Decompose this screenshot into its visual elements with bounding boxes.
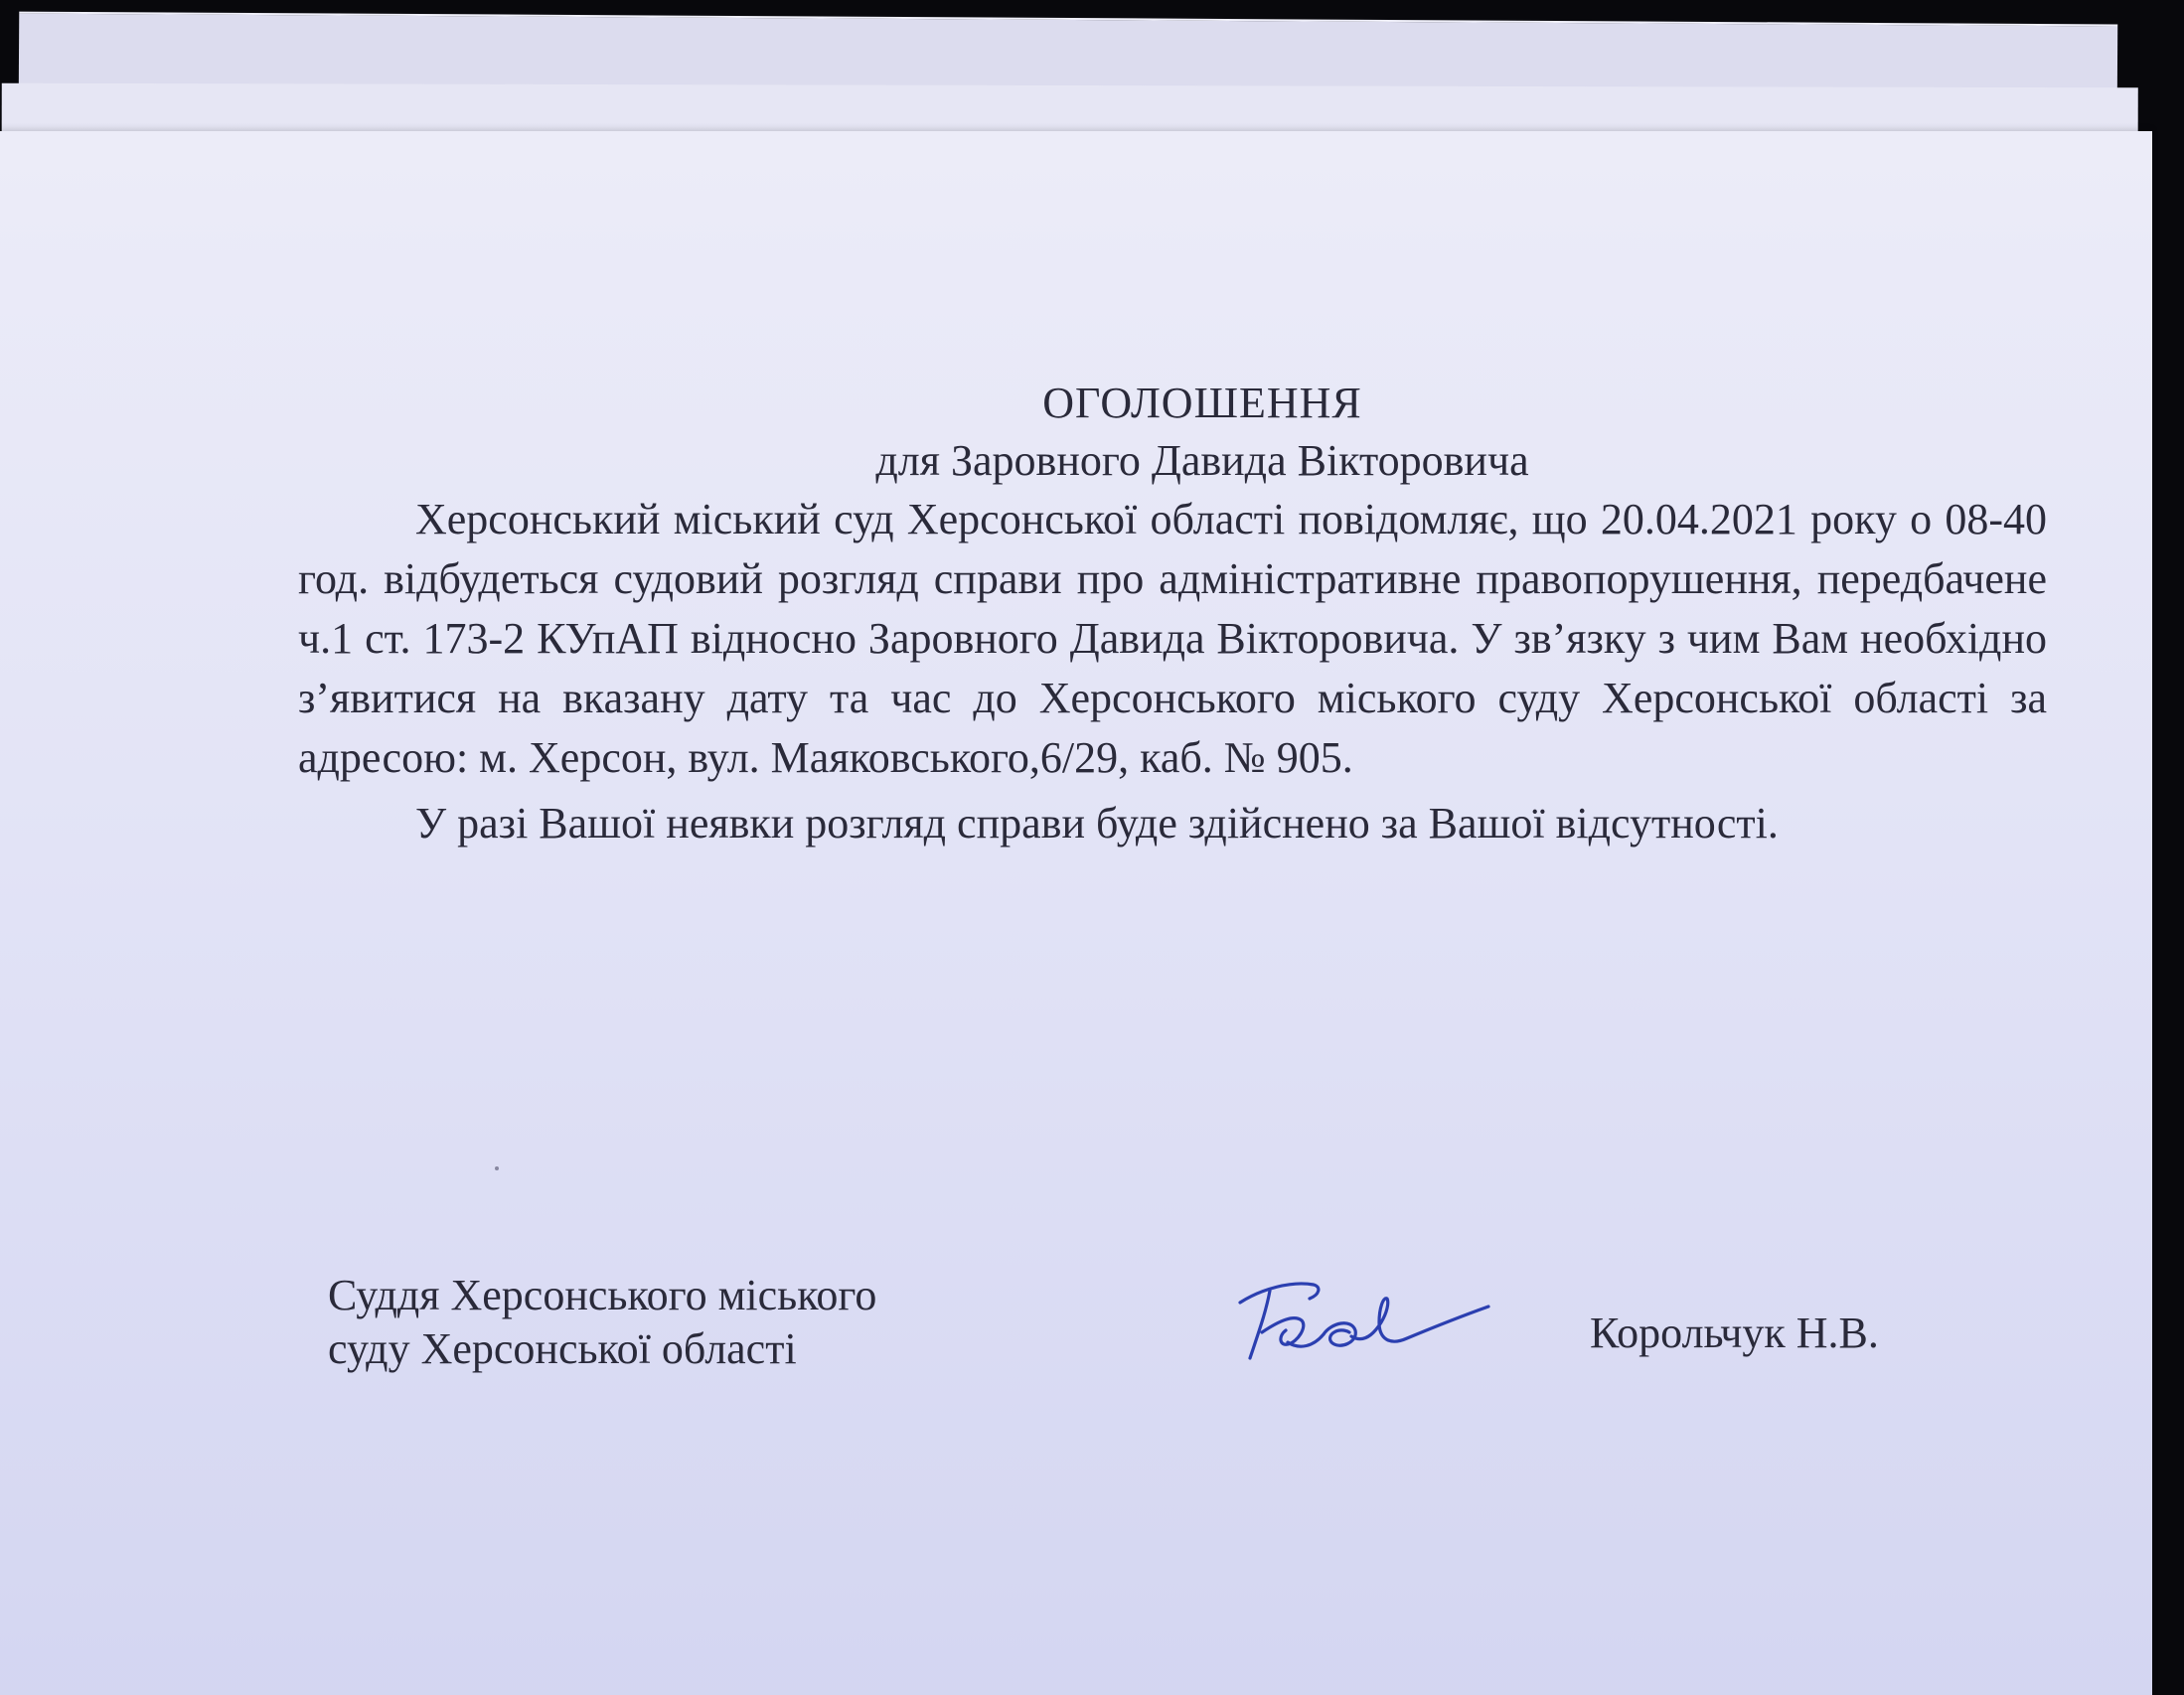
notice-title: ОГОЛОШЕННЯ xyxy=(1042,379,1362,427)
judge-role-line-1: Суддя Херсонського міського xyxy=(328,1271,877,1319)
notice-paragraph-absence: У разі Вашої неявки розгляд справи буде здійснено за Вашої відсутності. xyxy=(415,799,1779,848)
notice-paragraph-main: Херсонський міський суд Херсонської області повідомляє, що 20.04.2021 року о 08-40 год. відбудеться судовий розгляд справи про адміністративне правопорушення, передбачене ч.1 ст. 173-2 КУпАП відносно Заровного Давида Вікторовича. У зв’язку з чим Вам необхідно з’явитися на вказану дату та час до Херсонського міського суду Херсонської області за адресою: м. Херсон, вул. Маяковського,6/29, каб. № 905. xyxy=(298,495,2047,782)
judge-name: Корольчук Н.В. xyxy=(1590,1309,1879,1357)
paper-speck xyxy=(495,1166,499,1170)
handwritten-signature xyxy=(1222,1263,1500,1372)
judge-role xyxy=(328,1269,1023,1376)
judge-role-line-2: суду Херсонської області xyxy=(328,1324,797,1373)
signature-block xyxy=(328,1269,2017,1408)
notice-addressee: для Заровного Давида Вікторовича xyxy=(875,436,1529,485)
notice-paper xyxy=(0,131,2152,1695)
notice-body xyxy=(298,375,2047,853)
